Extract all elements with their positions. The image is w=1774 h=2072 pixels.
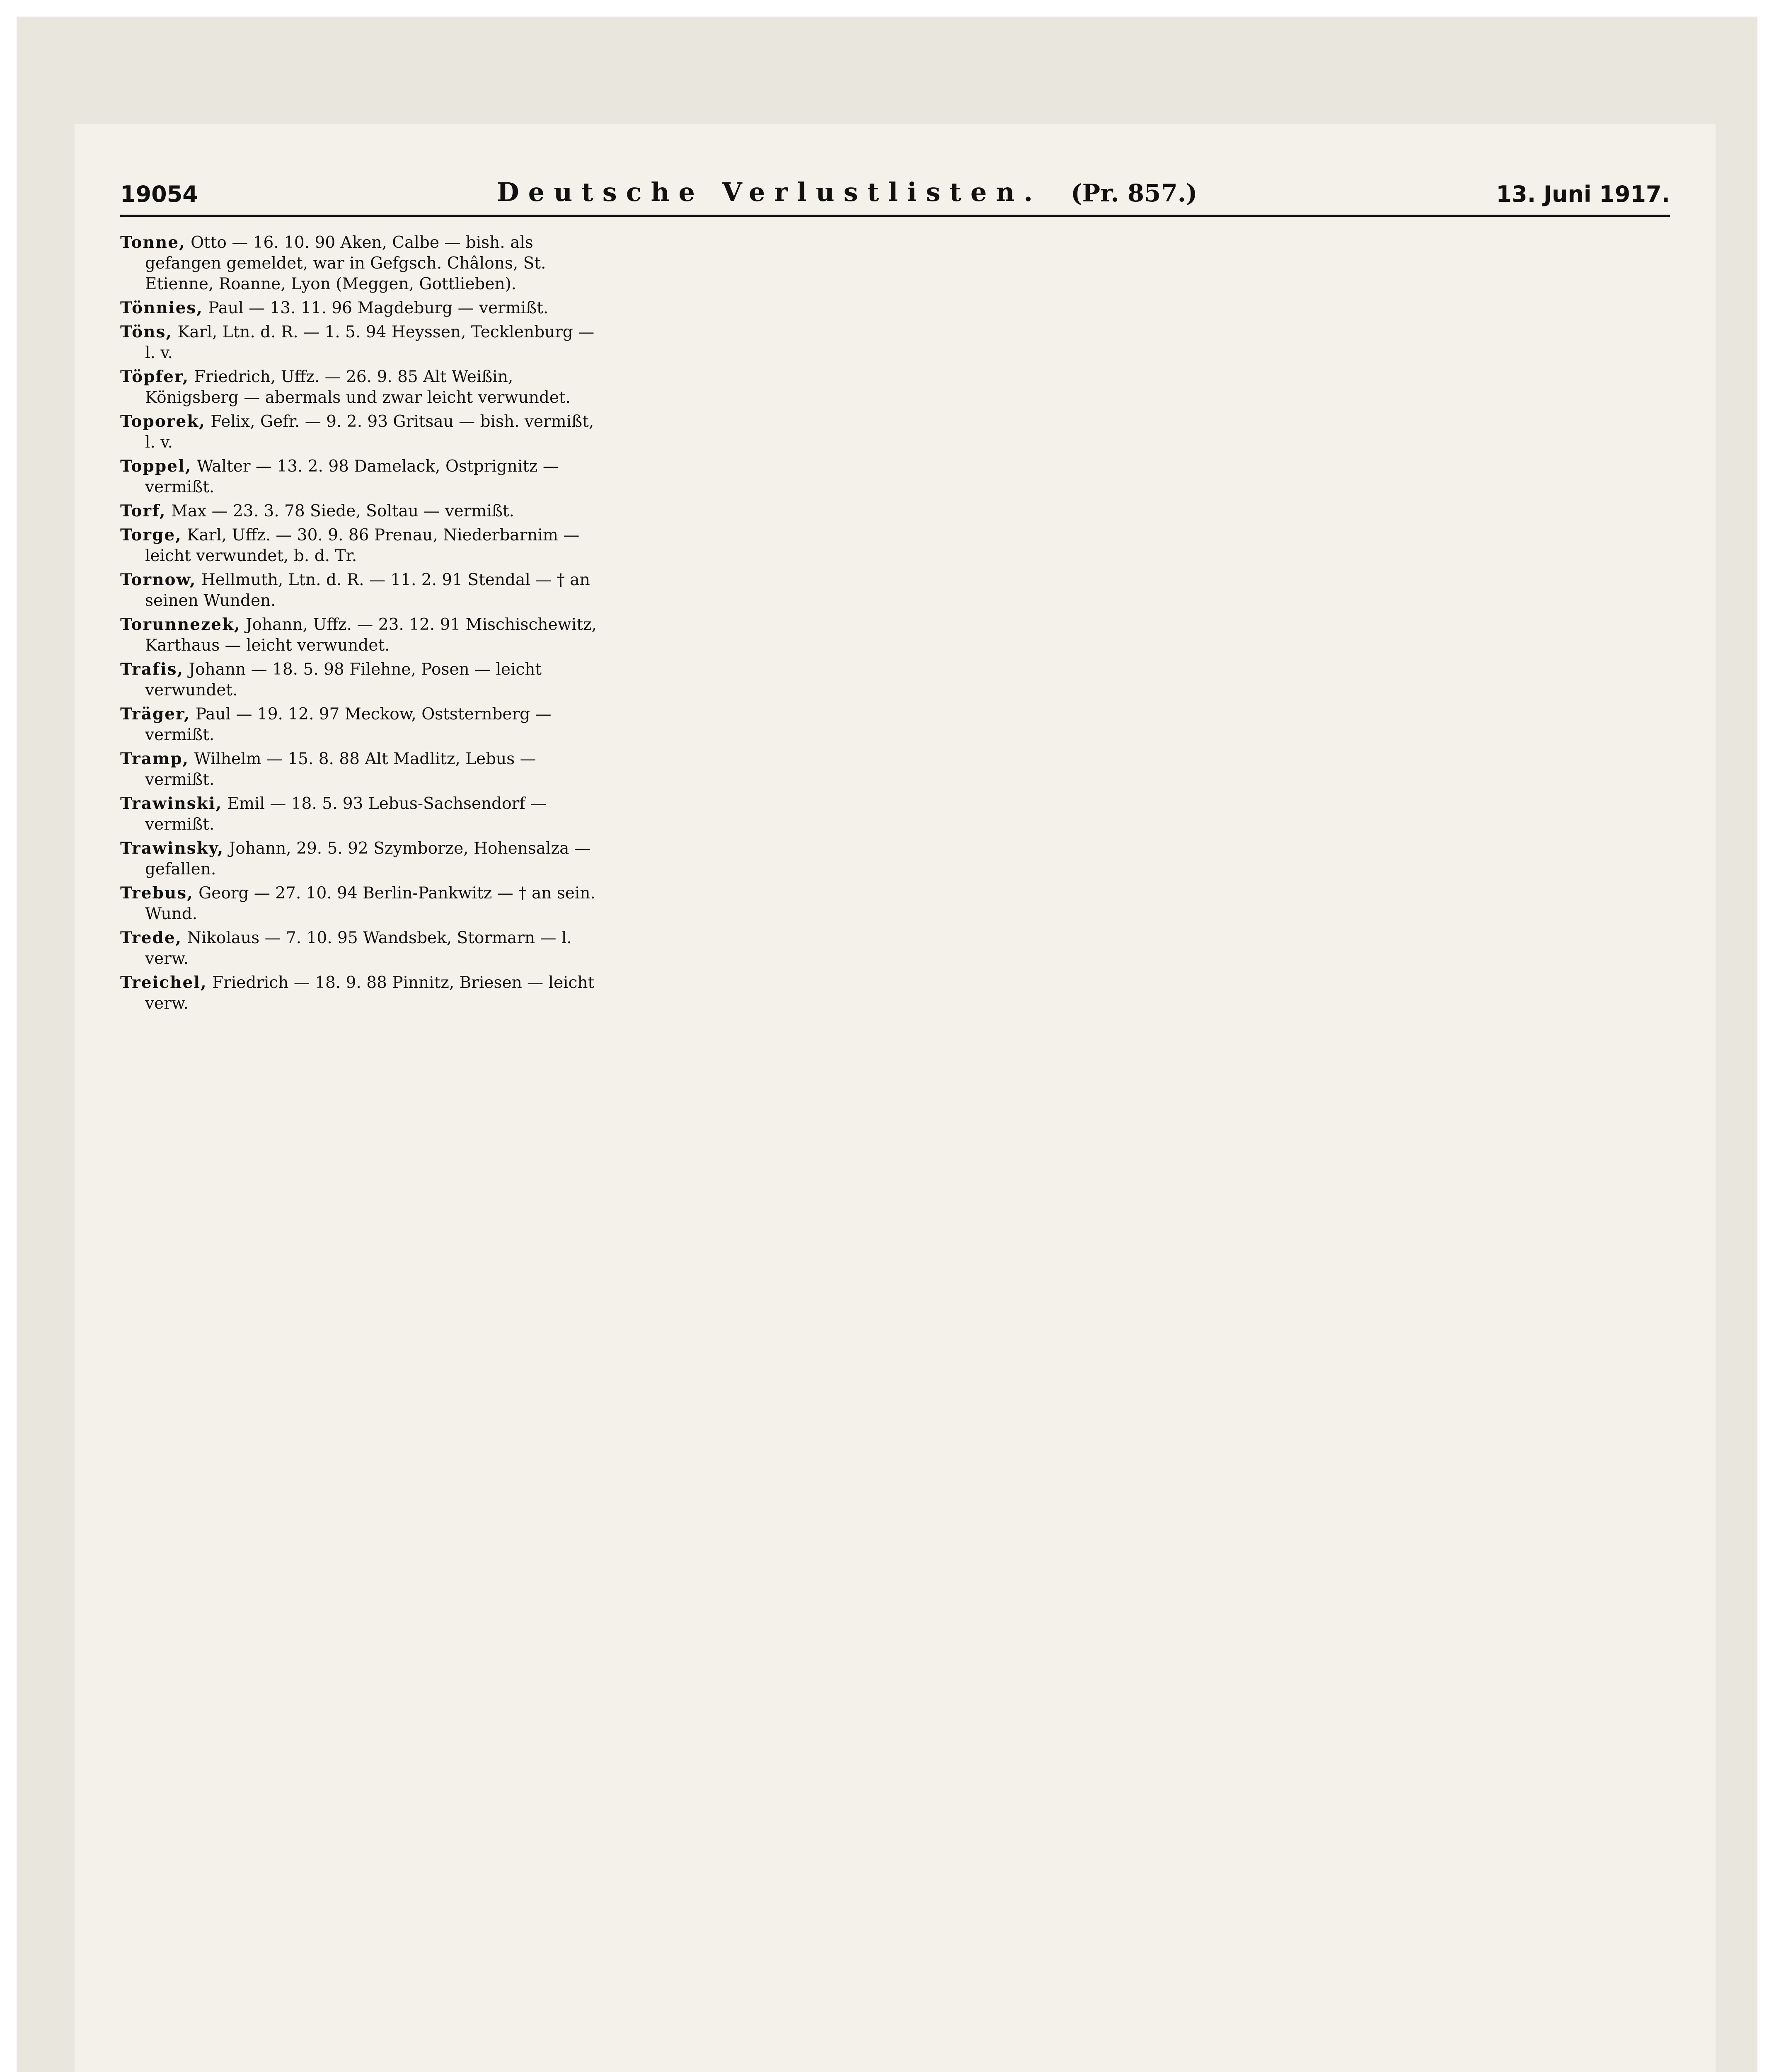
entry-surname: Toporek, — [120, 412, 206, 431]
casualty-entry — [120, 456, 604, 498]
entry-details: Johann — 18. 5. 98 Filehne, Posen — leicht verwundet. — [145, 660, 542, 700]
casualty-entry — [120, 659, 604, 701]
page-number: 19054 — [120, 181, 198, 207]
casualty-entry — [120, 793, 604, 835]
entry-details: Johann, 29. 5. 92 Szymborze, Hohensalza — gefallen. — [145, 839, 591, 879]
entry-surname: Tönnies, — [120, 298, 203, 317]
masthead-center — [497, 177, 1198, 207]
casualty-entry — [120, 411, 604, 453]
casualty-entry — [120, 569, 604, 611]
entry-details: Friedrich, Uffz. — 26. 9. 85 Alt Weißin, Königsberg — abermals und zwar leicht verwundet. — [145, 368, 571, 407]
issue-date: 13. Juni 1917. — [1496, 181, 1670, 207]
casualty-entry — [120, 704, 604, 746]
entry-surname: Trawinsky, — [120, 839, 224, 858]
casualty-entry — [120, 883, 604, 925]
entry-details: Max — 23. 3. 78 Siede, Soltau — vermißt. — [166, 502, 514, 520]
casualty-entry — [120, 927, 604, 969]
newspaper-page — [75, 124, 1716, 2072]
entry-details: Georg — 27. 10. 94 Berlin-Pankwitz — † an sein. Wund. — [145, 884, 595, 923]
entry-surname: Torf, — [120, 501, 166, 520]
entry-details: Wilhelm — 15. 8. 88 Alt Madlitz, Lebus — vermißt. — [145, 750, 536, 789]
casualty-entry — [120, 838, 604, 880]
entry-details: Hellmuth, Ltn. d. R. — 11. 2. 91 Stendal — † an seinen Wunden. — [145, 571, 590, 610]
casualty-entry — [120, 298, 604, 319]
entry-surname: Trede, — [120, 928, 182, 947]
entry-details: Nikolaus — 7. 10. 95 Wandsbek, Stormarn — l. verw. — [145, 929, 572, 968]
casualty-list-columns — [120, 232, 1670, 2072]
entry-surname: Töpfer, — [120, 367, 189, 386]
entry-details: Karl, Ltn. d. R. — 1. 5. 94 Heyssen, Tecklenburg — l. v. — [145, 323, 595, 362]
casualty-entry — [120, 232, 604, 295]
casualty-entry — [120, 972, 604, 1014]
entry-surname: Träger, — [120, 704, 191, 724]
entry-surname: Torunnezek, — [120, 615, 241, 634]
casualty-entry — [120, 614, 604, 656]
entry-details: Emil — 18. 5. 93 Lebus-Sachsendorf — vermißt. — [145, 794, 547, 834]
casualty-entry — [120, 501, 604, 522]
publication-title: Deutsche Verlustlisten. — [496, 177, 1042, 207]
casualty-entry — [120, 366, 604, 408]
entry-surname: Trebus, — [120, 884, 194, 903]
casualty-entry — [120, 525, 604, 566]
casualty-entry — [120, 748, 604, 790]
entry-surname: Treichel, — [120, 973, 207, 992]
casualty-entry — [120, 322, 604, 363]
entry-surname: Tonne, — [120, 233, 186, 252]
entry-surname: Töns, — [120, 322, 172, 341]
entry-surname: Tornow, — [120, 570, 196, 589]
masthead — [120, 153, 1670, 217]
entry-surname: Trafis, — [120, 660, 184, 679]
entry-details: Friedrich — 18. 9. 88 Pinnitz, Briesen — leicht verw. — [145, 973, 595, 1013]
entry-details: Otto — 16. 10. 90 Aken, Calbe — bish. als gefangen gemeldet, war in Gefgsch. Châlons, St. Etienne, Roanne, Lyon (Meggen, Gottlieben). — [145, 233, 546, 293]
entry-details: Karl, Uffz. — 30. 9. 86 Prenau, Niederbarnim — leicht verwundet, b. d. Tr. — [145, 526, 580, 565]
entry-details: Felix, Gefr. — 9. 2. 93 Gritsau — bish. vermißt, l. v. — [145, 412, 594, 452]
entry-details: Paul — 19. 12. 97 Meckow, Oststernberg — vermißt. — [145, 705, 552, 744]
entry-details: Johann, Uffz. — 23. 12. 91 Mischischewitz, Karthaus — leicht verwundet. — [145, 615, 597, 655]
entry-surname: Toppel, — [120, 457, 192, 476]
entry-details: Walter — 13. 2. 98 Damelack, Ostprignitz — vermißt. — [145, 457, 559, 496]
entry-surname: Tramp, — [120, 749, 189, 768]
entry-details: Paul — 13. 11. 96 Magdeburg — vermißt. — [203, 299, 549, 317]
entry-surname: Trawinski, — [120, 794, 223, 813]
issue-number: (Pr. 857.) — [1071, 179, 1198, 207]
entry-surname: Torge, — [120, 525, 182, 545]
